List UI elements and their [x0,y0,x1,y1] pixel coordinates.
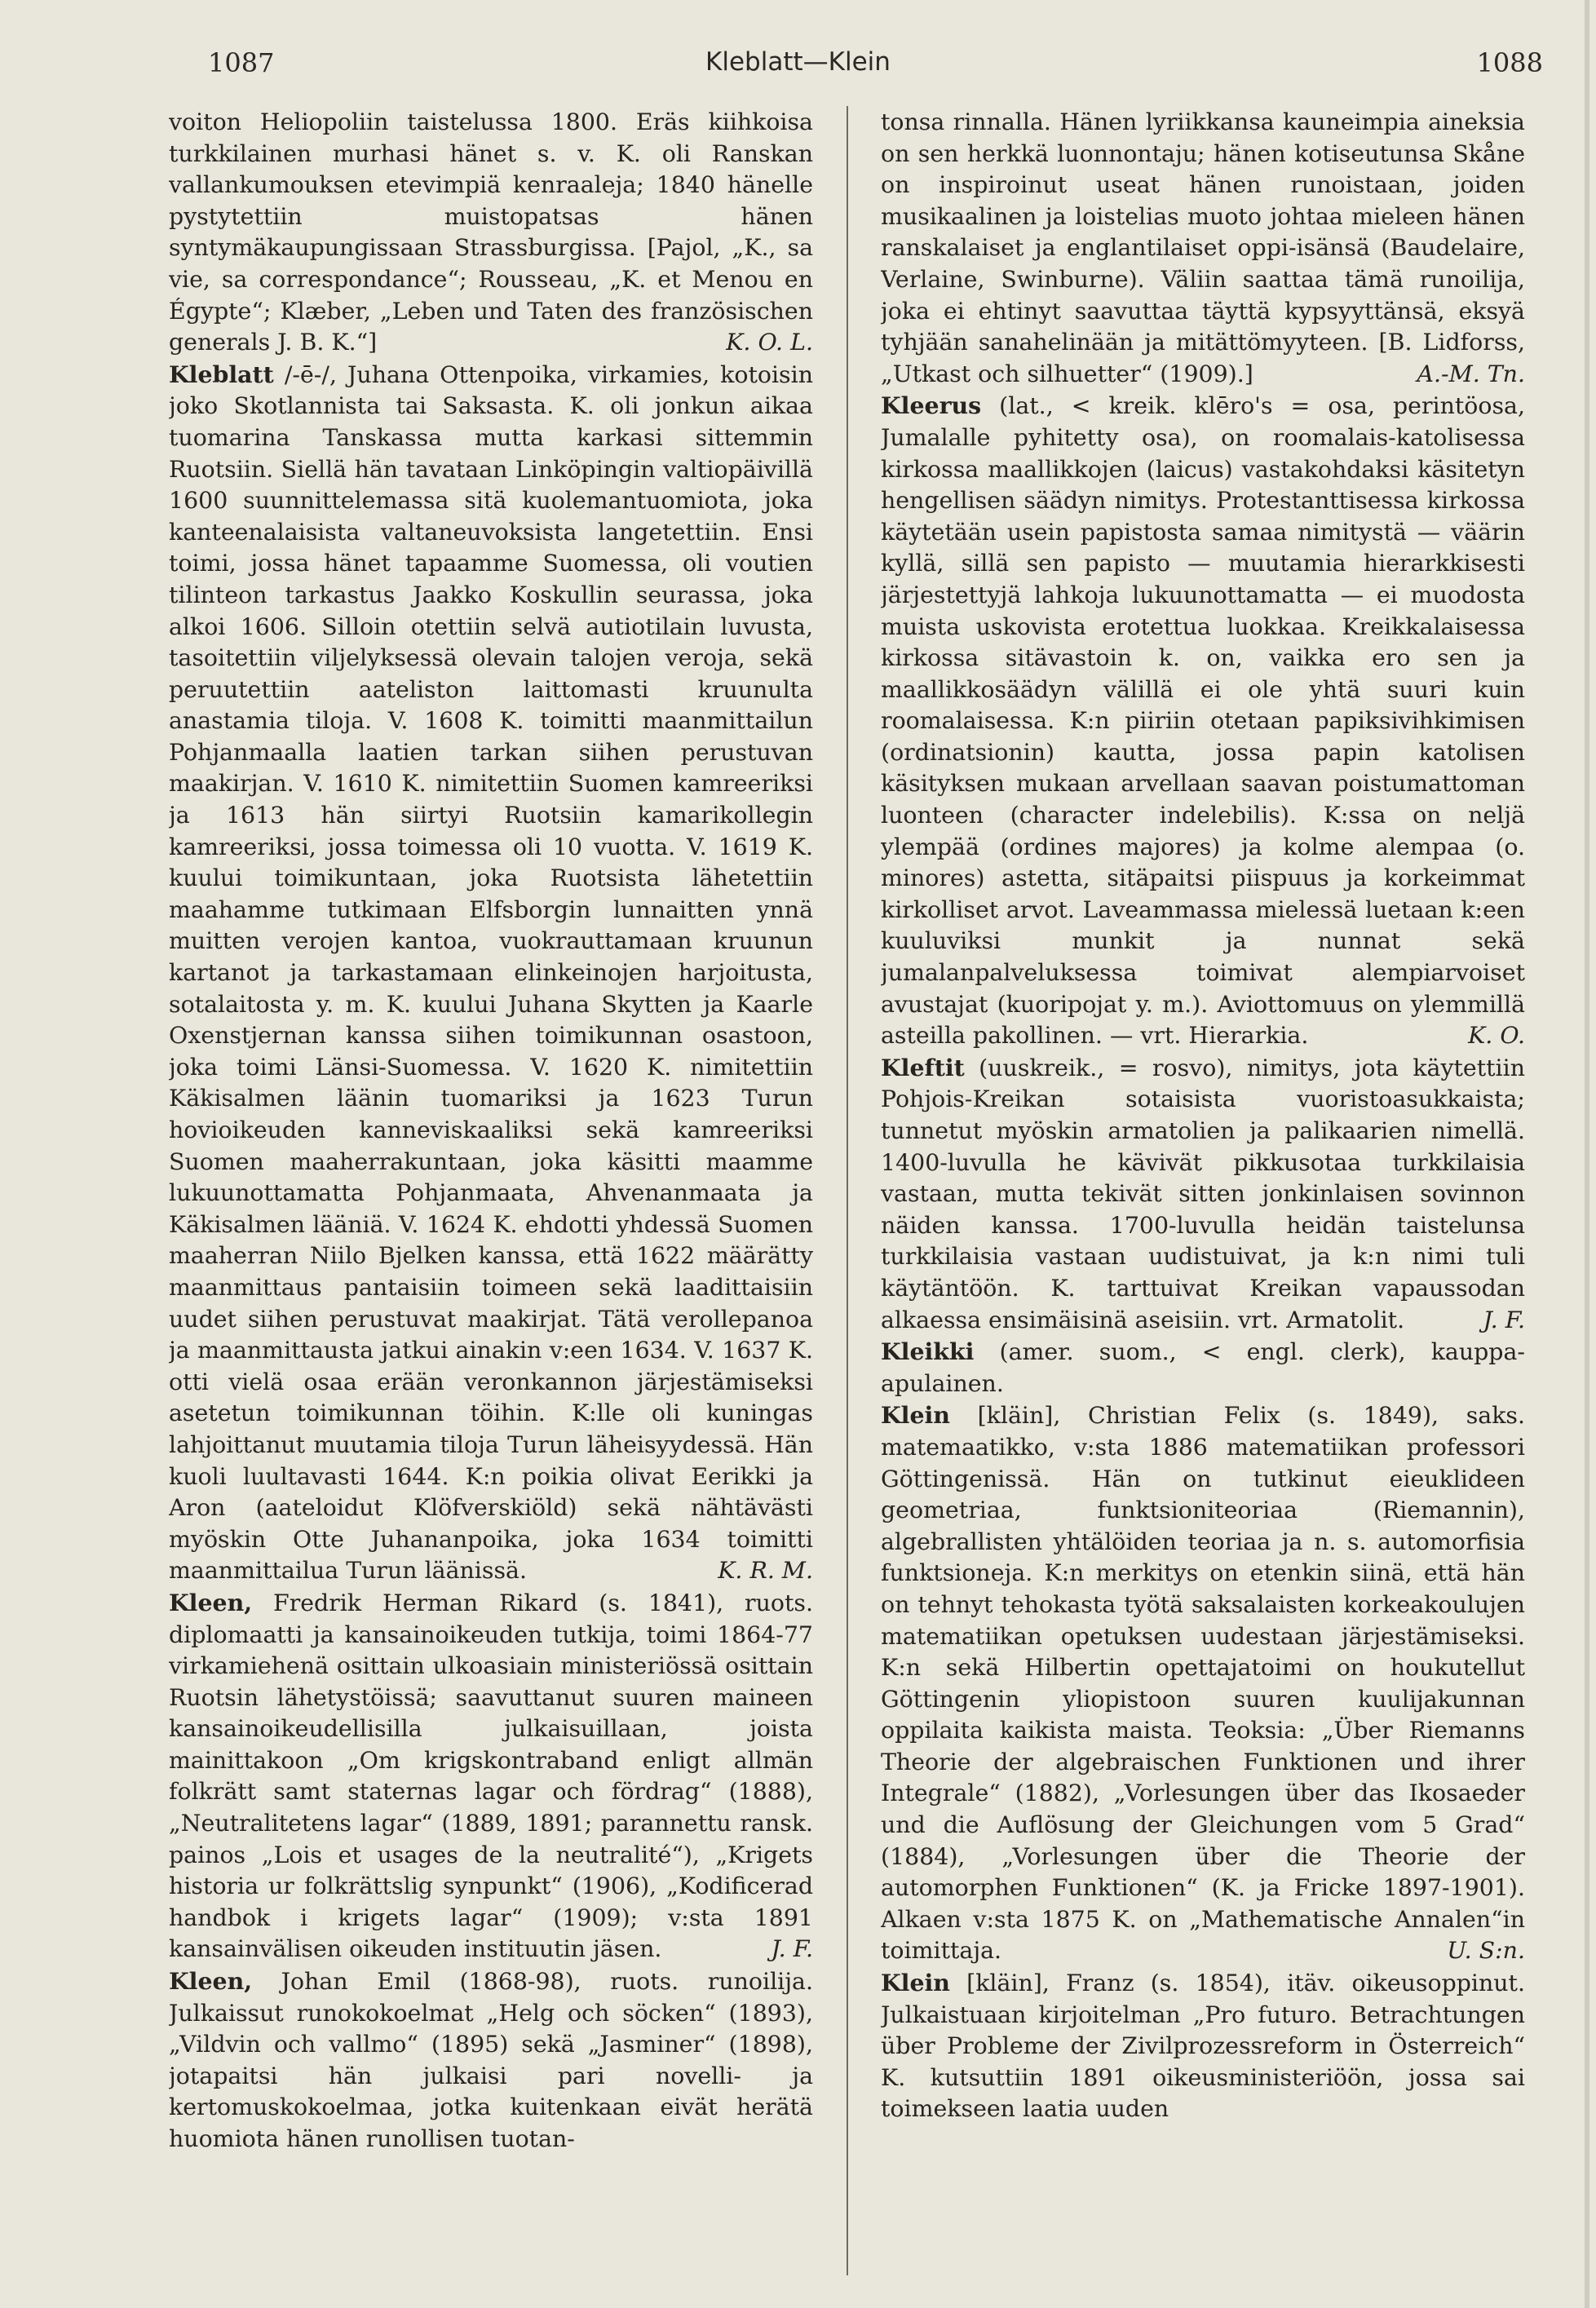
column-divider [847,106,848,2275]
entry-text: [kläin], Christian Felix (s. 1849), saks. matemaatikko, v:sta 1886 matematiikan professori Göttingenissä. Hän on tutkinut eieuklideen geometriaa, funktsioniteoriaa (Riemannin), algebrallisten yhtälöiden teoriaa ja n. s. automorfisia funktsioneja. K:n merkitys on etenkin siinä, että hän on tehnyt tehokasta työtä saksalaisten korkeakoulujen matematiikan opetuksen uudestaan järjestämiseksi. K:n sekä Hilbertin opettajatoimi on houkutellut Göttingenin yliopistoon suuren kuulijakunnan oppilaita kaikista maista. Teoksia: „Über Riemanns Theorie der algebraischen Funktionen und ihrer Integrale“ (1882), „Vorlesungen über das Ikosaeder und die Auflösung der Gleichungen vom 5 Grad“ (1884), „Vorlesungen über die Theorie der automorphen Funktionen“ (K. ja Fricke 1897-1901). Alkaen v:sta 1875 K. on „Mathematische Annalen“in toimittaja. [881,1402,1525,1965]
entry-signature: U. S:n. [1447,1937,1525,1965]
entry-signature: K. O. [1468,1022,1525,1050]
entry-text: (uuskreik., = rosvo), nimitys, jota käytettiin Pohjois-Kreikan sotaisista vuoristoasukkaista; tunnetut myöskin armatolien ja palikaarien nimellä. 1400-luvulla he kävivät pikkusotaa turkkilaisia vastaan, mutta tekivät sitten jonkinlaisen sovinnon näiden kanssa. 1700-luvulla heidän taistelunsa turkkilaisia vastaan uudistuivat, ja k:n nimi tuli käytäntöön. K. tarttuivat Kreikan vapaussodan alkaessa ensimäisinä aseisiin. vrt. Armatolit. [881,1054,1525,1333]
running-title: Kleblatt—Klein [705,47,891,77]
left-column [169,106,813,2267]
entry [169,359,813,1587]
entry-text: Johan Emil (1868-98), ruots. runoilija. Julkaissut runokokoelmat „Helg och söcken“ (1893), „Vildvin och vallmo“ (1895) sekä „Jasminer“ (1898), jotapaitsi hän julkaisi pari novelli- ja kertomuskokoelmaa, jotka kuitenkaan eivät herätä huomiota hänen runollisen tuotan- [169,1968,813,2152]
entry-signature: J. F. [1483,1306,1525,1333]
entry-headword: Kleblatt [169,360,274,388]
entry-headword: Kleftit [881,1053,965,1081]
entry [881,1967,1525,2125]
entry-headword: Klein [881,1401,950,1430]
entry-text: (amer. suom., < engl. clerk), kauppa-apulainen. [881,1338,1525,1397]
entry-headword: Kleerus [881,391,982,420]
entry [169,1965,813,2155]
entry [169,1587,813,1965]
entry-signature: K. R. M. [718,1557,813,1585]
entry [881,1399,1525,1967]
entry-headword: Kleikki [881,1337,975,1366]
entry-signature: J. F. [771,1935,813,1963]
page-number-right: 1088 [1476,47,1543,78]
entry-signature: A.-M. Tn. [1417,360,1525,387]
entry [881,1336,1525,1399]
right-column [881,106,1525,2267]
entry-text: /-ē-/, Juhana Ottenpoika, virkamies, kotoisin joko Skotlannista tai Saksasta. K. oli jonkun aikaa tuomarina Tanskassa mutta karkasi sittemmin Ruotsiin. Siellä hän tavataan Linköpingin valtiopäivillä 1600 suunnittelemassa sitä kuolemantuomiota, joka kanteenalaisista valtaneuvoksista langetettiin. Ensi toimi, jossa hänet tapaamme Suomessa, oli voutien tilinteon tarkastus Jaakko Koskullin seurassa, joka alkoi 1606. Silloin otettiin selvä autiotilain luvusta, tasoitettiin viljelyksessä olevain talojen veroja, sekä peruutettiin aateliston laittomasti kruunulta anastamia tiloja. V. 1608 K. toimitti maanmittailun Pohjanmaalla laatien tarkan siihen perustuvan maakirjan. V. 1610 K. nimitettiin Suomen kamreeriksi ja 1613 hän siirtyi Ruotsiin kamarikollegin kamreeriksi, jossa toimessa oli 10 vuotta. V. 1619 K. kuului toimikuntaan, joka Ruotsista lähetettiin maahamme tutkimaan Elfsborgin lunnaitten ynnä muitten verojen kantoa, vuokrauttamaan kruunun kartanot ja tarkastamaan elinkeinojen harjoitusta, sotalaitosta y. m. K. kuului Juhana Skytten ja Kaarle Oxenstjernan kanssa siihen toimikunnan osastoon, joka toimi Länsi-Suomessa. V. 1620 K. nimitettiin Käkisalmen läänin tuomariksi ja 1623 Turun hovioikeuden kanneviskaaliksi sekä kamreeriksi Suomen maaherrakuntaan, joka käsitti maamme lukuunottamatta Pohjanmaata, Ahvenanmaata ja Käkisalmen lääniä. V. 1624 K. ehdotti yhdessä Suomen maaherran Niilo Bjelken kanssa, että 1622 määrätty maanmittaus pantaisiin toimeen sekä laadittaisiin uudet siihen perustuvat maakirjat. Tätä verollepanoa ja maanmittausta jatkui ainakin v:een 1634. V. 1637 K. otti vielä osaa erään veronkannon järjestämiseksi asetetun toimikunnan töihin. K:lle oli kuningas lahjoittanut muutamia tiloja Turun läheisyydessä. Hän kuoli luultavasti 1644. K:n poikia olivat Eerikki ja Aron (aateloidut Klöfverskiöld) sekä nähtävästi myöskin Otte Juhananpoika, joka 1634 toimitti maanmittailua Turun läänissä. [169,360,813,1585]
entry-text: voiton Heliopoliin taistelussa 1800. Eräs kiihkoisa turkkilainen murhasi hänet s. v. K. oli Ranskan vallankumouksen etevimpiä kenraaleja; 1840 hänelle pystytettiin muistopatsas hänen syntymäkaupungissaan Strassburgissa. [Pajol, „K., sa vie, sa correspondance“; Rousseau, „K. et Menou en Égypte“; Klæber, „Leben und Taten des französischen generals J. B. K.“] [169,108,813,356]
entry-text: [kläin], Franz (s. 1854), itäv. oikeusoppinut. Julkaistuaan kirjoitelman „Pro futuro. Betrachtungen über Probleme der Zivilprozessreform in Österreich“ K. kutsuttiin 1891 oikeusministeriöön, jossa sai toimekseen laatia uuden [881,1970,1525,2123]
entry-text: (lat., < kreik. klēro's = osa, perintöosa, Jumalalle pyhitetty osa), on roomalais-katolisessa kirkossa maallikkojen (laicus) vastakohdaksi käsitetyn hengellisen säädyn nimitys. Protestanttisessa kirkossa käytetään usein papistosta samaa nimitystä — väärin kyllä, sillä sen papisto — muutamia hierarkkisesti järjestettyjä lahkoja lukuunottamatta — ei muodosta muista uskovista erotettua luokkaa. Kreikkalaisessa kirkossa sitävastoin k. on, vaikka ero sen ja maallikkosäädyn välillä ei ole yhtä suuri kuin roomalaisessa. K:n piiriin otetaan papiksivihkimisen (ordinatsionin) kautta, jossa papin katolisen käsityksen mukaan arvellaan saavan poistumattoman luonteen (character indelebilis). K:ssa on neljä ylempää (ordines majores) ja kolme alempaa (o. minores) astetta, sitäpaitsi piispuus ja korkeimmat kirkolliset arvot. Laveammassa mielessä luetaan k:een kuuluviksi munkit ja nunnat sekä jumalanpalveluksessa toimivat alempiarvoiset avustajat (kuoripojat y. m.). Aviottomuus on ylemmillä asteilla pakollinen. — vrt. Hierarkia. [881,392,1525,1050]
page-number-left: 1087 [208,47,275,78]
entry-text: tonsa rinnalla. Hänen lyriikkansa kauneimpia aineksia on sen herkkä luonnontaju; hänen kotiseutunsa Skåne on inspiroinut useat hänen runoistaan, joiden musikaalinen ja loistelias muoto johtaa mieleen hänen ranskalaiset ja englantilaiset oppi-isänsä (Baudelaire, Verlaine, Swinburne). Väliin saattaa tämä runoilija, joka ei ehtinyt saavuttaa täyttä kypsyyttänsä, eksyä tyhjään sanahelinään ja mitättömyyteen. [B. Lidforss, „Utkast och silhuetter“ (1909).] [881,108,1525,387]
entry [881,106,1525,390]
entry-headword: Kleen, [169,1588,253,1616]
entry-headword: Kleen, [169,1967,253,1996]
entry-text: Fredrik Herman Rikard (s. 1841), ruots. diplomaatti ja kansainoikeuden tutkija, toimi 1864-77 virkamiehenä osittain ulkoasiain ministeriössä osittain Ruotsin lähetystöissä; saavuttanut suuren maineen kansainoikeudellisilla julkaisuillaan, joista mainittakoon „Om krigskontraband enligt allmän folkrätt samt staternas lagar och fördrag“ (1888), „Neutralitetens lagar“ (1889, 1891; parannettu ransk. painos „Lois et usages de la neutralité“), „Krigets historia ur folkrättslig synpunkt“ (1906), „Kodificerad handbok i krigets lagar“ (1909); v:sta 1891 kansainvälisen oikeuden instituutin jäsen. [169,1589,813,1963]
entry-signature: K. O. L. [726,329,813,356]
page-edge [1585,0,1589,2308]
entry [881,390,1525,1051]
entry-headword: Klein [881,1969,950,1997]
entry [881,1052,1525,1336]
entry [169,106,813,359]
